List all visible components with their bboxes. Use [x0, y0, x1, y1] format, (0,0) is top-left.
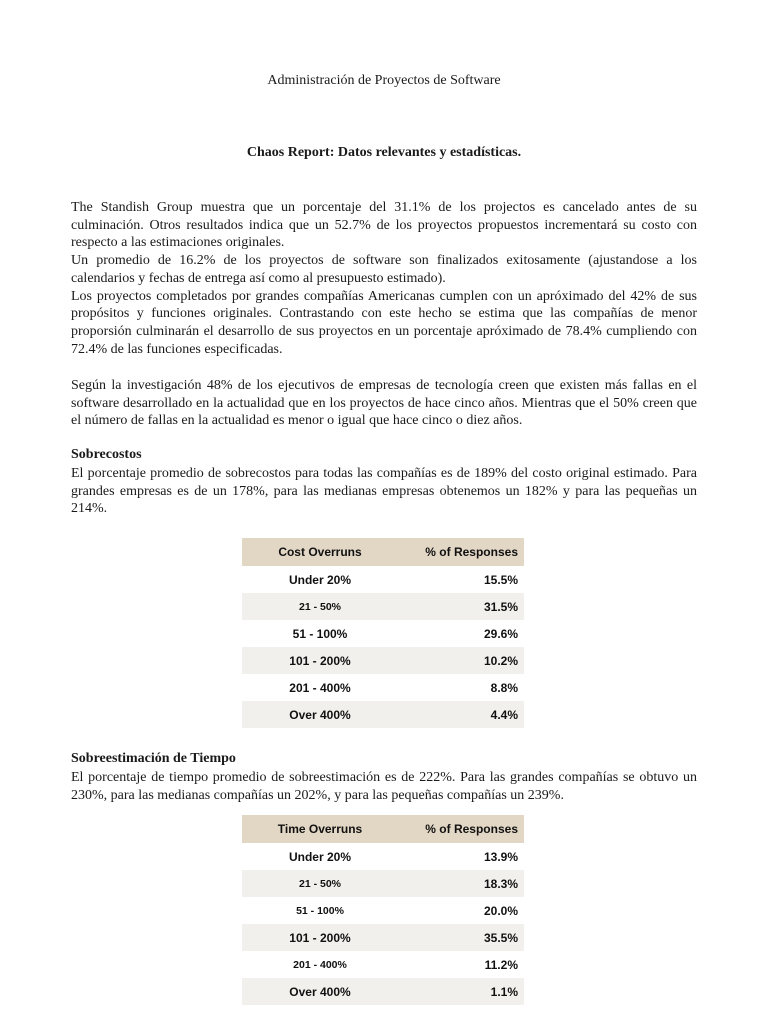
table-row	[242, 951, 524, 978]
range-cell: Over 400%	[242, 978, 398, 1005]
time-overruns-table	[242, 815, 524, 1005]
column-header: Time Overruns	[242, 815, 398, 843]
intro-paragraph: The Standish Group muestra que un porcentaje del 31.1% de los projectos es cancelado antes de su culminación. Otros resultados indica que un 52.7% de los proyectos propuestos incrementará su costo con respecto a las estimaciones originales.	[71, 200, 697, 251]
research-paragraph: Según la investigación 48% de los ejecutivos de empresas de tecnología creen que existen más fallas en el software desarrollado en la actualidad que en los proyectos de hace cinco años. Mientras que el 50% creen que el número de fallas en la actualidad es menor o igual que hace cinco o diez años.	[71, 378, 697, 429]
range-cell: 21 - 50%	[242, 593, 398, 620]
tiempo-heading: Sobreestimación de Tiempo	[71, 751, 236, 766]
percent-cell: 29.6%	[483, 626, 518, 641]
percent-cell: 35.5%	[398, 924, 524, 951]
percent-cell: 18.3%	[398, 870, 524, 897]
percent-cell: 10.2%	[398, 647, 524, 674]
range-cell: Under 20%	[288, 572, 352, 587]
percent-cell: 8.8%	[490, 680, 518, 695]
table-header-row	[242, 815, 524, 843]
intro-paragraph: Los proyectos completados por grandes compañías Americanas cumplen con un apróximado del 42% de sus propósitos y funciones originales. Contrastando con este hecho se estima que las compañías de menor proporsión culminarán el desarrollo de sus proyectos en un porcentaje apróximado de 78.4% cumpliendo con 72.4% de las funciones especificadas.	[71, 288, 697, 357]
sobrecostos-heading: Sobrecostos	[71, 447, 142, 462]
table-row	[242, 924, 524, 951]
range-cell: 51 - 100%	[292, 626, 348, 641]
tiempo-paragraph: El porcentaje de tiempo promedio de sobreestimación es de 222%. Para las grandes compañías se obtuvo un 230%, para las medianas compañías un 202%, y para las pequeñas compañías un 239%.	[71, 770, 697, 803]
table-row	[242, 701, 524, 728]
intro-paragraph: Un promedio de 16.2% de los proyectos de software son finalizados exitosamente (ajustandose a los calendarios y fechas de entrega así como al presupuesto estimado).	[71, 253, 697, 286]
range-cell: Under 20%	[288, 849, 352, 864]
range-cell: 101 - 200%	[242, 647, 398, 674]
table-row	[242, 978, 524, 1005]
range-cell: 201 - 400%	[289, 680, 351, 695]
table-row	[242, 843, 524, 870]
column-header: % of Responses	[398, 815, 524, 843]
percent-cell: 1.1%	[398, 978, 524, 1005]
percent-cell: 4.4%	[398, 701, 524, 728]
range-cell: 51 - 100%	[296, 904, 344, 917]
table-row	[242, 566, 524, 593]
table-row	[242, 593, 524, 620]
intro-section	[71, 199, 697, 358]
table-row	[242, 674, 524, 701]
percent-cell: 20.0%	[483, 903, 518, 918]
table-row	[242, 897, 524, 924]
range-cell: Over 400%	[242, 701, 398, 728]
table-row	[242, 647, 524, 674]
percent-cell: 11.2%	[484, 957, 518, 972]
table-header-row	[242, 538, 524, 566]
column-header: Cost Overruns	[242, 538, 398, 566]
percent-cell: 13.9%	[483, 849, 518, 864]
table-row	[242, 870, 524, 897]
table-row	[242, 620, 524, 647]
range-cell: 21 - 50%	[242, 870, 398, 897]
document-title: Chaos Report: Datos relevantes y estadísticas.	[246, 145, 522, 160]
column-header: % of Responses	[398, 538, 524, 566]
sobrecostos-paragraph: El porcentaje promedio de sobrecostos para todas las compañías es de 189% del costo original estimado. Para grandes empresas es de un 178%, para las medianas empresas obtenemos un 182% y para las pequeñas un 214%.	[71, 466, 697, 517]
percent-cell: 15.5%	[483, 572, 518, 587]
range-cell: 101 - 200%	[242, 924, 398, 951]
cost-overruns-table	[242, 538, 524, 728]
page-header: Administración de Proyectos de Software	[267, 73, 501, 88]
percent-cell: 31.5%	[398, 593, 524, 620]
range-cell: 201 - 400%	[293, 958, 347, 971]
